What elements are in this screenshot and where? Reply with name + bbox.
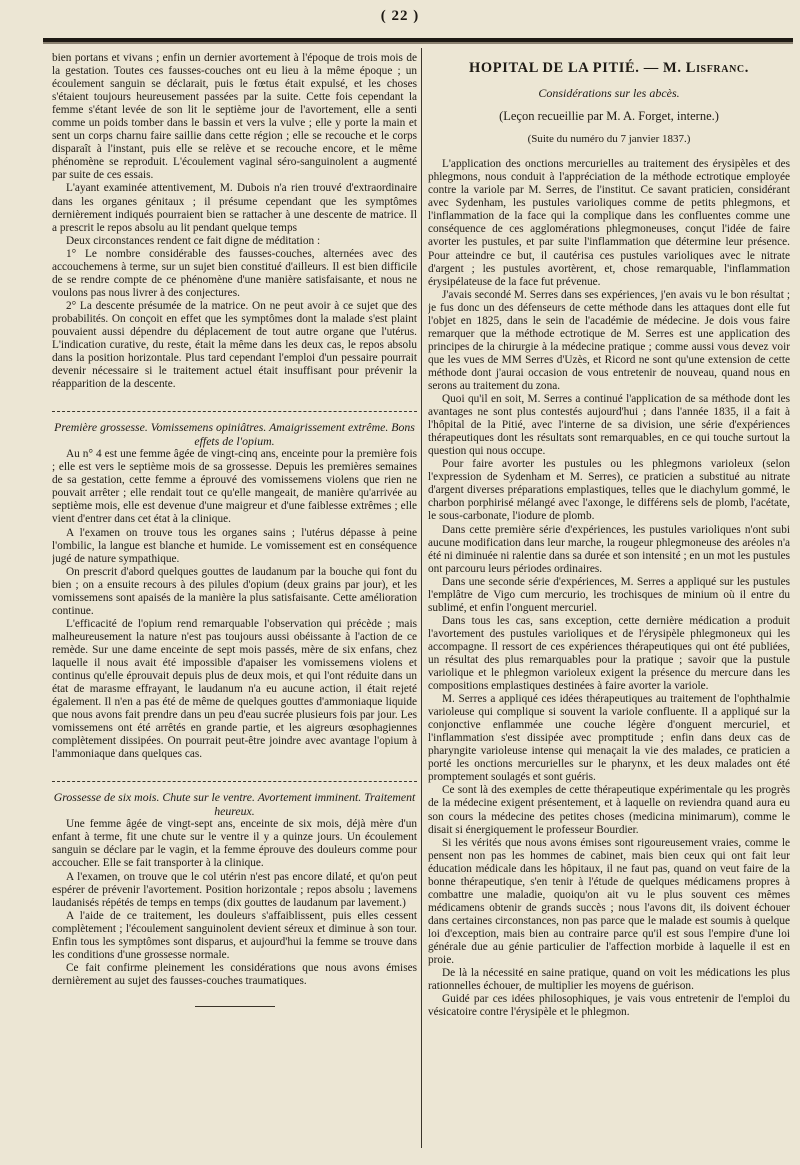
- continuation-note: (Suite du numéro du 7 janvier 1837.): [527, 133, 691, 146]
- paragraph: A l'aide de ce traitement, les douleurs s'affaiblissent, puis elles cessent complètement ; l'écoulement sanguinolent devient séreux et diminue à son tour. Enfin tous les symptômes sont disparus, et aujourd'hui la femme se trouve dans les conditions d'une grossesse normale.: [52, 909, 417, 961]
- section-divider: [52, 781, 417, 782]
- paragraph: bien portans et vivans ; enfin un dernier avortement à l'époque de trois mois de la gestation. Toutes ces fausses-couches ont eu lieu à la même époque ; un écoulement sanguin se déclarait, puis le fœtus était expulsé, et les choses s'étaient toujours heureusement passées par la suite. Cette fois cependant la femme s'étant levée de son lit le septième jour de l'avortement, elle a senti comme un poids tomber dans le bassin et vers la vulve ; elle y porte la main et sent un corps charnu faire saillie dans cette région ; elle se recouche et le corps disparaît à l'instant, puis elle se relève et se recouche encore, et le même phénomène se reproduit. L'écoulement vaginal séro-sanguinolent a augmenté par suite de ces essais.: [52, 52, 417, 182]
- column-separator: [421, 48, 422, 1148]
- lecture-note: (Leçon recueillie par M. A. Forget, interne.): [499, 109, 719, 124]
- paragraph: Dans tous les cas, sans exception, cette dernière médication a produit l'avortement des pustules varioliques et de l'érysipèle phlegmoneux qui les accompagne. Il ressort de ces expériences thérapeutiques qui ont été publiées, un résultat des plus remarquables pour la pratique ; savoir que la pustule variolique et le phlegmon varioleux exigent la présence du mercure dans les compositions emplastiques destinées à faire avorter la variole.: [428, 614, 790, 693]
- paragraph: 2° La descente présumée de la matrice. On ne peut avoir à ce sujet que des probabilités. On conçoit en effet que les symptômes dont la malade s'est plaint pouvaient aussi dépendre du déplacement de tout autre organe que l'utérus. L'indication curative, du reste, était la même dans les deux cas, le repos absolu dans la position horizontale. Plus tard cependant l'emploi d'un pessaire pourrait devenir nécessaire si le traitement actuel était insuffisant pour prévenir la réapparition de la descente.: [52, 299, 417, 391]
- hospital-title: HOPITAL DE LA PITIÉ. — M.: [469, 60, 682, 76]
- paragraph: Dans cette première série d'expériences, les pustules varioliques n'ont subi aucune modification dans leur marche, la rougeur phlegmoneuse des aréoles n'a été ni diminuée ni ralentie dans sa durée et son intensité ; en un mot les pustules ont parcouru leurs périodes ordinaires.: [428, 523, 790, 575]
- paragraph: Deux circonstances rendent ce fait digne de méditation :: [66, 234, 321, 247]
- paragraph: L'application des onctions mercurielles au traitement des érysipèles et des phlegmons, nous conduit à l'appréciation de la méthode ectrotique employée contre la variole par M. Serres, de l'institut. Ce savant praticien, considérant avec Sydenham, les pustules varioliques comme de petits phlegmons, et l'inflammation de la face qui la complique dans les confluentes comme une conséquence de ces agglomérations phlegmoneuses, conçut l'idée de faire avorter les pustules, et par suite l'inflammation que détermine leur présence. Pour atteindre ce but, il cautérisa ces pustules varioliques avec le nitrate d'argent ; les pustules avortèrent, et, chose remarquable, l'inflammation érysipélateuse de la face fut prévenue.: [428, 158, 790, 288]
- section-divider: [52, 411, 417, 412]
- paragraph: Ce fait confirme pleinement les considérations que nous avons émises dernièrement au sujet des fausses-couches traumatiques.: [52, 961, 417, 987]
- paragraph: Une femme âgée de vingt-sept ans, enceinte de six mois, déjà mère d'un enfant à terme, fit une chute sur le ventre il y a quinze jours. Un écoulement sanguin se déclare par le vagin, et la femme éprouve des douleurs comme pour accoucher. Elle se fait transporter à la clinique.: [52, 818, 417, 870]
- paragraph: Si les vérités que nous avons émises sont rigoureusement vraies, comme le pensent non pas les hommes de cabinet, mais bien ceux qui ont fait leur éducation médicale dans les hôpitaux, il ne faut pas, quand on veut faire de la bonne thérapeutique, s'en tenir à l'étude de quelques médicamens propres à combattre une maladie, quoiqu'on ait vu le plus souvent ces mêmes médicamens obtenir de grands succès ; nous l'avons dit, ils doivent échouer dans certaines circonstances, non pas parce que le malade est soumis à quelque loi d'exception, mais bien au contraire parce qu'il est sous l'empire d'une loi générale due au génie particulier de l'affection morbide à laquelle il est en proie.: [428, 836, 790, 967]
- paragraph: J'avais secondé M. Serres dans ses expériences, j'en avais vu le bon résultat ; je fus donc un des défenseurs de cette méthode dans les attaques dont elle fut l'objet en 1825, dans le sein de l'académie de médecine. Je dois vous faire remarquer que la méthode ectrotique de M. Serres est une application des principes de la chirurgie à la médecine pratique ; comme aussi vous devez voir que les vues de MM Serres d'Uzès, et Ricord ne sont qu'une extension de cette méthode dont j'aurai occasion de vous entretenir de nouveau, quand nous en serons au traitement du zona.: [428, 288, 790, 392]
- paragraph: A l'examen, on trouve que le col utérin n'est pas encore dilaté, et qu'on peut espérer de prévenir l'avortement. Position horizontale ; repos absolu ; lavemens laudanisés répétés de temps en temps (dix gouttes de laudanum par lavement.): [52, 870, 417, 909]
- case-title: Première grossesse. Vomissemens opiniâtres. Amaigrissement extrême. Bons effets de l'opium.: [54, 420, 415, 449]
- paragraph: Dans une seconde série d'expériences, M. Serres a appliqué sur les pustules l'emplâtre de Vigo cum mercurio, les trochisques de minium où il entre du sublimé, et enfin l'onguent mercuriel.: [428, 575, 790, 614]
- paragraph: Guidé par ces idées philosophiques, je vais vous entretenir de l'emploi du vésicatoire contre l'érysipèle et le phlegmon.: [428, 993, 790, 1019]
- paragraph: M. Serres a appliqué ces idées thérapeutiques au traitement de l'ophthalmie varioleuse qui complique si souvent la variole confluente. Il a appliqué sur la conjonctive enflammée une couche légère d'onguent mercuriel, et l'inflammation s'est dissipée avec promptitude ; enfin dans deux cas de pharyngite varioleuse intense qui menaçait la vie des malades, ce praticien a porté les onctions mercurielles sur le pharynx, et les deux malades ont été promptement soulagés et sont guéris.: [428, 693, 790, 784]
- paragraph: De là la nécessité en saine pratique, quand on voit les médications les plus rationnelles échouer, de multiplier les moyens de guérison.: [428, 967, 790, 993]
- paragraph: Quoi qu'il en soit, M. Serres a continué l'application de sa méthode dont les avantages ne sont plus contestés aujourd'hui ; dans l'année 1835, il a fait à l'hôpital de la Pitié, avec l'interne de sa division, une série d'expériences thérapeutiques dont les résultats sont remarquables, en ce qui touche surtout la question qui nous occupe.: [428, 393, 790, 458]
- right-column: [428, 52, 790, 1152]
- hospital-author: Lisfranc.: [685, 60, 749, 76]
- case-title: Grossesse de six mois. Chute sur le ventre. Avortement imminent. Traitement heureux.: [53, 790, 416, 819]
- article-subtitle: Considérations sur les abcès.: [538, 86, 680, 101]
- paragraph: On prescrit d'abord quelques gouttes de laudanum par la bouche qui font du bien ; on a ensuite recours à des pilules d'opium (deux grains par jour), et les vomissemens sont apaisés de la manière la plus satisfaisante. Cette amélioration continue.: [52, 565, 417, 617]
- paragraph: Pour faire avorter les pustules ou les phlegmons varioleux (selon l'expression de Sydenham et M. Serres), ce praticien a substitué au nitrate d'argent diverses préparations emplastiques, telles que le diachylum gommé, le charbon porphirisé mélangé avec l'axonge, le différens sels de plomb, l'acétate, le sous-carbonate, l'iodure de plomb.: [428, 458, 790, 523]
- hospital-heading: [428, 62, 790, 75]
- paragraph: A l'examen on trouve tous les organes sains ; l'utérus dépasse à peine l'ombilic, la langue est blanche et humide. Le vomissement est en conséquence jugé de nature sympathique.: [52, 526, 417, 565]
- header-rule: [43, 38, 793, 44]
- paragraph: L'efficacité de l'opium rend remarquable l'observation qui précède ; mais malheureusement la nature n'est pas toujours aussi obéissante à l'action de ce remède. Sur une dame enceinte de sept mois passés, mère de six enfans, chez laquelle il nous avait été impossible d'apaiser les vomissemens violens et continus qu'elle éprouvait depuis plus de deux mois, et qui l'ont réduite dans un état de marasme effrayant, le laudanum n'a eu aucune action, il était rejeté également. Il n'en a pas été de même de quelques gouttes d'ammoniaque liquide que nous avons fait prendre dans un peu d'eau sucrée plusieurs fois par jour. Les vomissemens ont été arrêtés en grande partie, et les aigreurs œsophagiennes complètement dissipées. On pourrait peut-être joindre avec avantage l'opium à l'ammoniaque dans quelques cas.: [52, 617, 417, 761]
- page-number: ( 22 ): [380, 8, 420, 24]
- paragraph: Ce sont là des exemples de cette thérapeutique expérimentale qu les progrès de la médecine exigent présentement, et à laquelle on reviendra quand aura eu son cours la médecine des petites choses (medicina minimarum), comme le disait si énergiquement le professeur Bourdier.: [428, 784, 790, 836]
- paragraph: Au n° 4 est une femme âgée de vingt-cinq ans, enceinte pour la première fois ; elle est vers le septième mois de sa grossesse. Depuis les premières semaines de sa gestation, cette femme a éprouvé des vomissemens violens que rien ne pouvait arrêter ; elle rendait tout ce qu'elle mangeait, de manière qu'arrivée au septième mois, elle est devenue d'une maigreur et d'une faiblesse extrêmes ; elle vient d'entrer dans cet état à la clinique.: [52, 448, 417, 526]
- left-column: [52, 52, 417, 1152]
- end-rule: [195, 1006, 275, 1007]
- paragraph: L'ayant examinée attentivement, M. Dubois n'a rien trouvé d'extraordinaire dans les organes génitaux ; il présume cependant que les symptômes dernièrement indiqués pourraient bien se rattacher à une descente de matrice. Il a prescrit le repos absolu au lit pendant quelque temps: [52, 182, 417, 234]
- paragraph: 1° Le nombre considérable des fausses-couches, alternées avec des accouchemens à terme, sur un sujet bien constitué d'ailleurs. Il est bien difficile de se rendre compte de ce phénomène d'une manière satisfaisante, et nous ne voulons pas nous livrer à des conjectures.: [52, 247, 417, 299]
